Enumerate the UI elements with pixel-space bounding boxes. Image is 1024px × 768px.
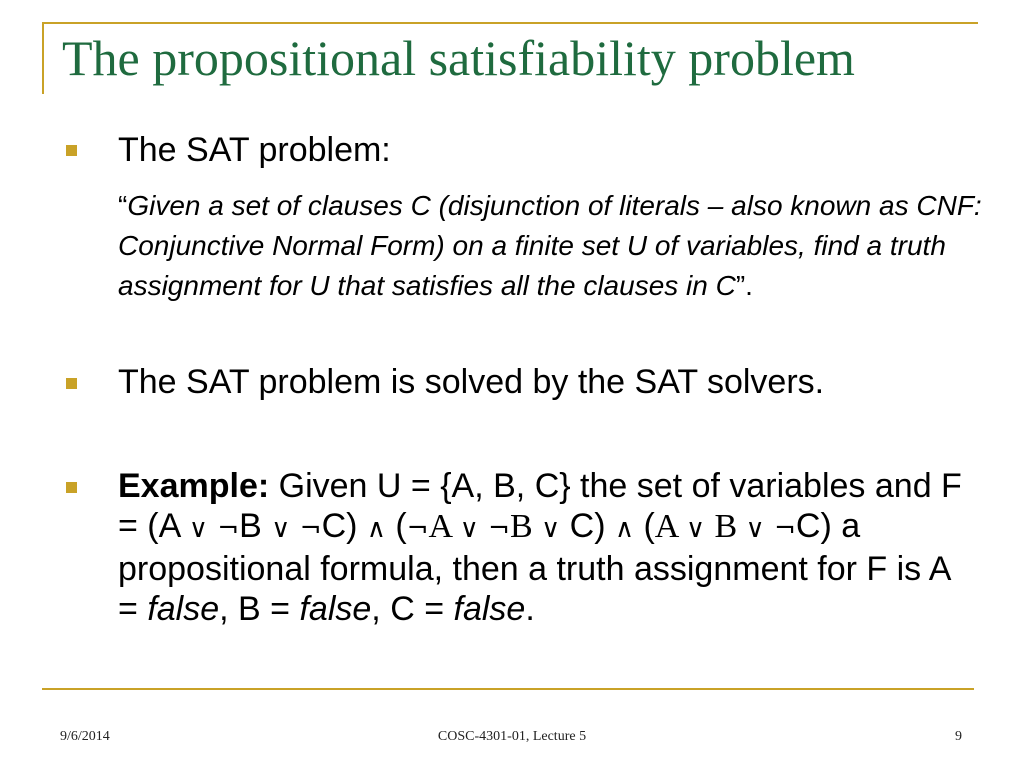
example-label: Example: xyxy=(118,467,270,505)
title-rule-vertical xyxy=(42,22,44,94)
example-text-b: B xyxy=(239,507,272,545)
footer-page-number: 9 xyxy=(955,729,962,744)
example-open-paren: ( xyxy=(634,507,655,545)
example-text-b3: B xyxy=(714,508,746,545)
not-symbol: ¬ xyxy=(406,514,429,544)
footer-date: 9/6/2014 xyxy=(60,729,110,744)
or-symbol: ∨ xyxy=(745,514,765,544)
not-symbol: ¬ xyxy=(217,514,240,544)
and-symbol: ∧ xyxy=(614,514,634,544)
example-sep-b: , B = xyxy=(219,590,300,628)
example-open-paren: ( xyxy=(385,507,407,545)
or-symbol: ∨ xyxy=(271,514,291,544)
footer-course: COSC-4301-01, Lecture 5 xyxy=(437,729,587,744)
value-a-false: false xyxy=(147,590,220,628)
example-text-rest: ) a propositional formula, then a truth assignment for F is A = xyxy=(118,507,950,628)
example-text-c3: C xyxy=(795,507,821,545)
title-rule-top xyxy=(42,22,978,24)
example-text-c2: C) xyxy=(560,507,615,545)
or-symbol: ∨ xyxy=(459,514,479,544)
footer-rule xyxy=(42,688,974,690)
example-text-a3: A xyxy=(654,508,686,545)
and-symbol: ∧ xyxy=(366,514,386,544)
not-symbol: ¬ xyxy=(774,514,796,544)
not-symbol: ¬ xyxy=(299,514,322,544)
example-text-a: A xyxy=(428,508,460,545)
example-paragraph xyxy=(118,466,968,629)
example-text-1: Given U = {A, B, C} the set of variables and F = (A xyxy=(118,467,962,545)
quote-body: Given a set of clauses C (disjunction of literals – also known as CNF: Conjunctive Normal Form) on a finite set U of variables, find a truth assignment for U that satisfies all the clauses in C xyxy=(118,190,982,301)
example-text-c1: C) xyxy=(321,507,367,545)
or-symbol: ∨ xyxy=(188,514,208,544)
quote-close: ”. xyxy=(735,270,753,301)
not-symbol: ¬ xyxy=(488,514,510,544)
bullet-1-text: The SAT problem: xyxy=(118,131,391,169)
value-c-false: false xyxy=(453,590,526,628)
or-symbol: ∨ xyxy=(541,514,561,544)
sat-definition-quote xyxy=(118,186,984,306)
slide-title: The propositional satisfiability problem xyxy=(62,30,855,86)
example-end: . xyxy=(525,590,535,628)
example-text-b2: B xyxy=(509,508,542,545)
bullet-marker-3 xyxy=(66,482,77,493)
example-sep-c: , C = xyxy=(371,590,454,628)
bullet-marker-1 xyxy=(66,145,77,156)
value-b-false: false xyxy=(299,590,372,628)
quote-open: “ xyxy=(118,190,128,221)
or-symbol: ∨ xyxy=(685,514,705,544)
bullet-2-text: The SAT problem is solved by the SAT solvers. xyxy=(118,363,825,401)
bullet-marker-2 xyxy=(66,378,77,389)
